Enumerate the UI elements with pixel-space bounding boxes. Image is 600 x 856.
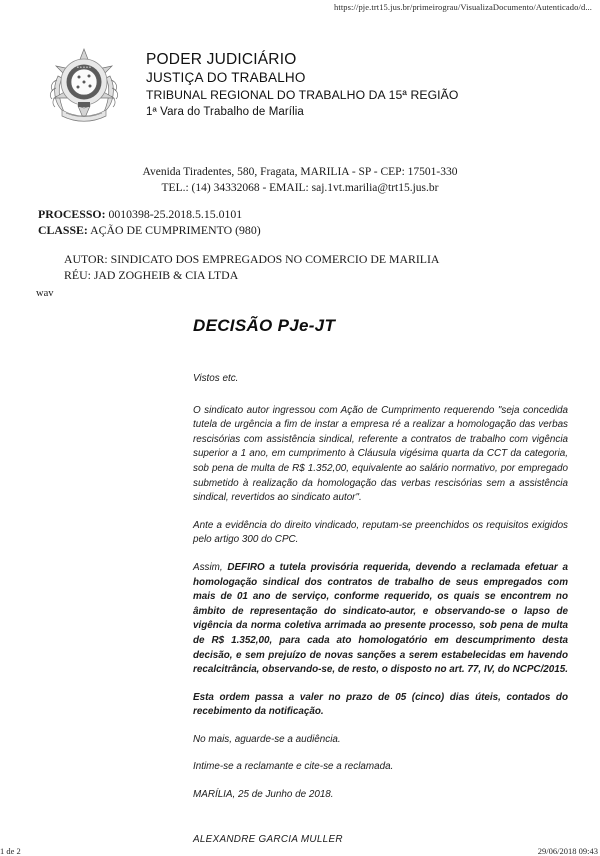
- print-timestamp: 29/06/2018 09:43: [537, 846, 598, 856]
- decision-body: [193, 372, 568, 847]
- paragraph-place-date: MARÍLIA, 25 de Junho de 2018.: [193, 789, 334, 801]
- svg-text:★ ★ ★ ★ ★: ★ ★ ★ ★ ★: [76, 66, 92, 69]
- page-indicator: 1 de 2: [0, 846, 21, 856]
- process-class-label: CLASSE:: [38, 222, 88, 237]
- signatory-name: ALEXANDRE GARCIA MULLER: [193, 833, 343, 845]
- decision-title: DECISÃO PJe-JT: [193, 316, 336, 335]
- paragraph-evidence: Ante a evidência do direito vindicado, reputam-se preenchidos os requisitos exigidos pelo artigo 300 do CPC.: [193, 519, 568, 546]
- letterhead-line-tribunal: TRIBUNAL REGIONAL DO TRABALHO DA 15ª REGIÃO: [146, 88, 459, 102]
- process-number-row: [38, 207, 558, 223]
- court-address: [0, 165, 600, 196]
- paragraph-deadline: Esta ordem passa a valer no prazo de 05 (cinco) dias úteis, contados do recebimento da notificação.: [193, 691, 568, 718]
- party-plaintiff: AUTOR: SINDICATO DOS EMPREGADOS NO COMERCIO DE MARILIA: [64, 252, 440, 266]
- paragraph-ruling-lead: Assim,: [193, 561, 228, 573]
- process-class-row: [38, 223, 558, 239]
- letterhead-text: [146, 46, 458, 121]
- party-defendant: RÉU: JAD ZOGHEIB & CIA LTDA: [64, 267, 239, 282]
- paragraph-hearing: No mais, aguarde-se a audiência.: [193, 733, 341, 745]
- address-line-street: Avenida Tiradentes, 580, Fragata, MARILIA - SP - CEP: 17501-330: [142, 166, 458, 178]
- parties-block: [64, 252, 558, 283]
- letterhead: [36, 46, 556, 130]
- paragraph-notify: Intime-se a reclamante e cite-se a reclamada.: [193, 761, 394, 773]
- process-class-value: AÇÃO DE CUMPRIMENTO (980): [87, 222, 261, 237]
- brasao-republica-federativa-do-brasil-icon: [48, 46, 120, 130]
- paragraph-greeting: Vistos etc.: [193, 373, 239, 384]
- clerk-initials: wav: [36, 288, 54, 299]
- process-info: [38, 207, 558, 283]
- letterhead-line-justica-do-trabalho: JUSTIÇA DO TRABALHO: [146, 70, 306, 85]
- paragraph-request: O sindicato autor ingressou com Ação de Cumprimento requerendo "seja concedida tutela de urgência a fim de instar a empresa ré a realizar a homologação das verbas rescisórias com assistência sindical, referente a contratos de trabalho com vigência superior a 1 ano, em cumprimento à Cláusula vigésima quarta da CCT da categoria, sob pena de multa de R$ 1.352,00, equivalente ao salário normativo, por empregado submetido à realização da homologação das verbas rescisórias sem a assistência sindical, revertidos ao sindicato autor".: [193, 404, 568, 504]
- paragraph-ruling: [193, 561, 568, 678]
- paragraph-ruling-bold: DEFIRO a tutela provisória requerida, devendo a reclamada efetuar a homologação sindical dos contratos de trabalho de seus empregados com mais de 01 ano de serviço, conforme requerido, os quais se encontrem no âmbito de representação do sindicato-autor, e observando-se o lapso de vigência da norma coletiva arrimada ao presente processo, sob pena de multa de R$ 1.352,00, para cada ato homologatório em descumprimento desta decisão, e sem prejuízo de novas sanções a serem estabelecidas em havendo recalcitrância, observando-se, de resto, o disposto no art. 77, IV, do NCPC/2015.: [193, 561, 569, 676]
- process-number-label: PROCESSO:: [38, 207, 106, 221]
- process-number-value: 0010398-25.2018.5.15.0101: [105, 207, 243, 221]
- print-header-url: https://pje.trt15.jus.br/primeirograu/VisualizaDocumento/Autenticado/d...: [334, 2, 592, 12]
- address-line-contact: TEL.: (14) 34332068 - EMAIL: saj.1vt.marilia@trt15.jus.br: [161, 181, 439, 194]
- letterhead-line-vara: 1ª Vara do Trabalho de Marília: [146, 106, 304, 118]
- letterhead-line-poder-judiciario: PODER JUDICIÁRIO: [146, 51, 297, 68]
